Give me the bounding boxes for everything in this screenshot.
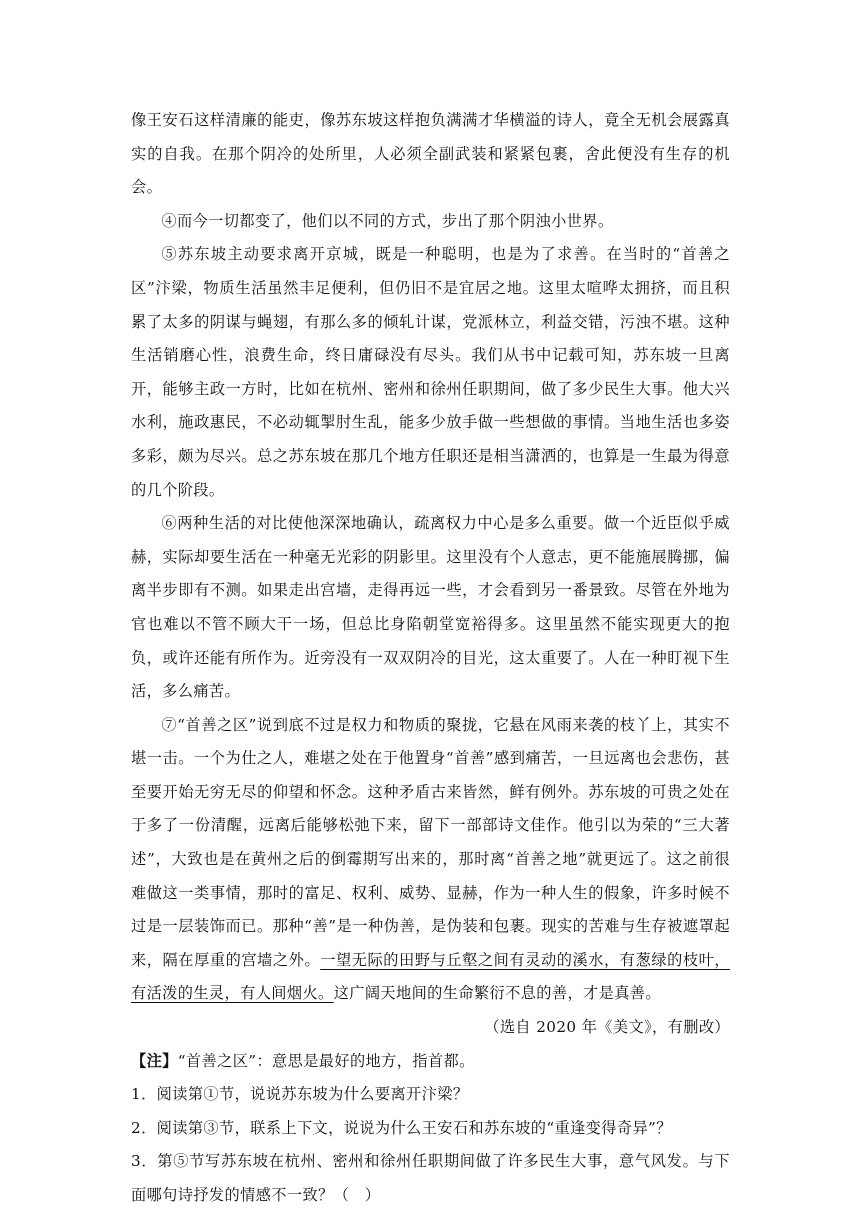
- paragraph-5: ⑤苏东坡主动要求离开京城，既是一种聪明，也是为了求善。在当时的“首善之区”汴梁，物质生活虽然丰足便利，但仍旧不是宜居之地。这里太喧哗太拥挤，而且积累了太多的阴谋与蝇翅，有那么多的倾轧计谋，党派林立，利益交错，污浊不堪。这种生活销磨心性，浪费生命，终日庸碌没有尽头。我们从书中记载可知，苏东坡一旦离开，能够主政一方时，比如在杭州、密州和徐州任职期间，做了多少民生大事。他大兴水利，施政惠民，不必动辄掣肘生乱，能多少放手做一些想做的事情。当地生活也多姿多彩，颇为尽兴。总之苏东坡在那几个地方任职还是相当潇洒的，也算是一生最为得意的几个阶段。: [131, 245, 730, 499]
- annotation-note: [131, 1045, 730, 1079]
- source-citation: （选自 2020 年《美文》，有删改）: [484, 1018, 730, 1037]
- paragraph-7-text-after: 这广阔天地间的生命繁衍不息的善，才是真善。: [333, 984, 661, 1003]
- note-text: “首善之区”：意思是最好的地方，指首都。: [177, 1051, 475, 1070]
- paragraph-7: [131, 709, 730, 1011]
- paragraph-4: ④而今一切都变了，他们以不同的方式，步出了那个阴浊小世界。: [161, 211, 614, 230]
- note-label: 【注】: [131, 1051, 178, 1070]
- question-1: 1．阅读第①节，说说苏东坡为什么要离开汴梁？: [131, 1085, 469, 1104]
- document-page: [131, 104, 730, 1213]
- question-2: 2．阅读第③节，联系上下文，说说为什么王安石和苏东坡的“重逢变得奇异”？: [131, 1118, 672, 1137]
- paragraph-7-underlined-sentence: 一望无际的田野与丘壑之间有灵动的溪水，有葱绿的枝叶，有活泼的生灵，有人间烟火。: [131, 950, 730, 1003]
- paragraph-6: ⑥两种生活的对比使他深深地确认，疏离权力中心是多么重要。做一个近臣似乎威赫，实际却要生活在一种毫无光彩的阴影里。这里没有个人意志，更不能施展腾挪，偏离半步即有不测。如果走出宫墙，走得再远一些，才会看到另一番景致。尽管在外地为官也难以不管不顾大干一场，但总比身陷朝堂宽裕得多。这里虽然不能实现更大的抱负，或许还能有所作为。近旁没有一双双阴冷的目光，这太重要了。人在一种盯视下生活，多么痛苦。: [131, 514, 730, 701]
- question-3: 3．第⑤节写苏东坡在杭州、密州和徐州任职期间做了许多民生大事，意气风发。与下面哪句诗抒发的情感不一致？（ ）: [131, 1152, 730, 1204]
- paragraph-continued: 像王安石这样清廉的能吏，像苏东坡这样抱负满满才华横溢的诗人，竟全无机会展露真实的自我。在那个阴冷的处所里，人必须全副武装和紧紧包裹，舍此便没有生存的机会。: [131, 111, 730, 197]
- paragraph-7-text-before: ⑦“首善之区”说到底不过是权力和物质的聚拢，它悬在风雨来袭的枝丫上，其实不堪一击。一个为仕之人，难堪之处在于他置身“首善”感到痛苦，一旦远离也会悲伤，甚至要开始无穷无尽的仰望和怀念。这种矛盾古来皆然，鲜有例外。苏东坡的可贵之处在于多了一份清醒，远离后能够松弛下来，留下一部部诗文佳作。他引以为荣的“三大著述”，大致也是在黄州之后的倒霉期写出来的，那时离“首善之地”就更远了。这之前很难做这一类事情，那时的富足、权利、威势、显赫，作为一种人生的假象，许多时候不过是一层装饰而已。那种“善”是一种伪善，是伪装和包裹。现实的苦难与生存被遮罩起来，隔在厚重的宫墙之外。: [131, 715, 730, 969]
